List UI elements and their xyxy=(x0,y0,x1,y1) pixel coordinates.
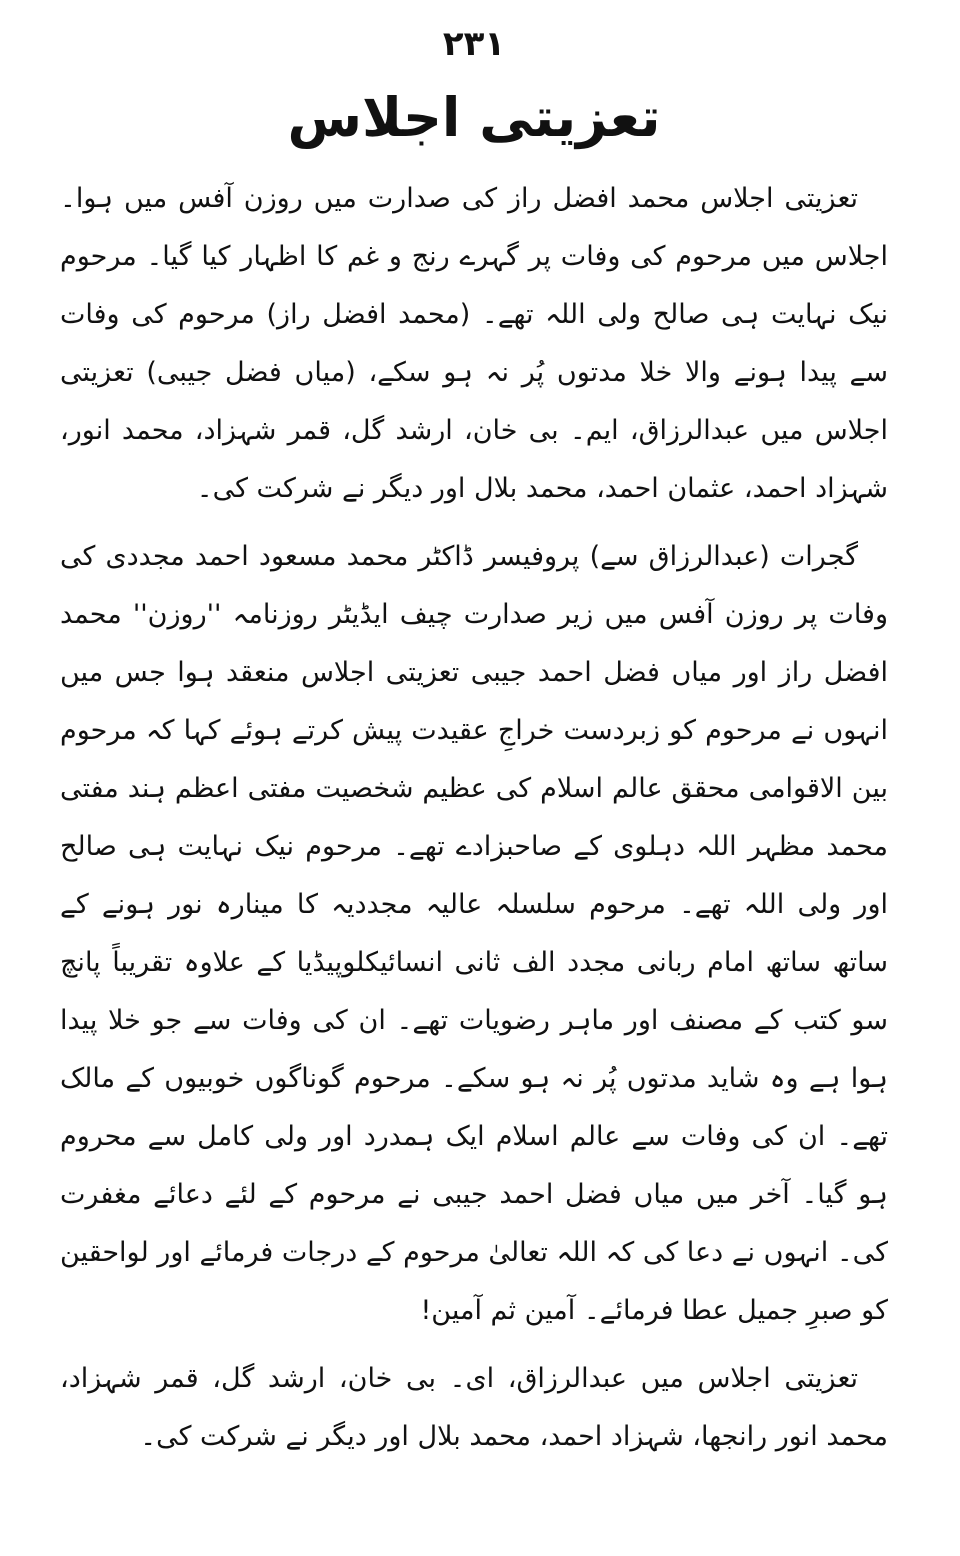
paragraph-3: تعزیتی اجلاس میں عبدالرزاق، ای۔ بی خان، ارشد گل، قمر شہزاد، محمد انور رانجھا، شہزاد احمد، محمد بلال اور دیگر نے شرکت کی۔ xyxy=(60,1363,888,1452)
paragraph-1: تعزیتی اجلاس محمد افضل راز کی صدارت میں روزن آفس میں ہوا۔ اجلاس میں مرحوم کی وفات پر گہرے رنج و غم کا اظہار کیا گیا۔ مرحوم نیک نہایت ہی صالح ولی اللہ تھے۔ (محمد افضل راز) مرحوم کی وفات سے پیدا ہونے والا خلا مدتوں پُر نہ ہو سکے، (میاں فضل جیبی) تعزیتی اجلاس میں عبدالرزاق، ایم۔ بی خان، ارشد گل، قمر شہزاد، محمد انور، شہزاد احمد، عثمان احمد، محمد بلال اور دیگر نے شرکت کی۔ xyxy=(60,183,888,504)
page-number: ۲۳۱ xyxy=(442,24,506,64)
page-title: تعزیتی اجلاس xyxy=(287,86,661,149)
paragraph-2: گجرات (عبدالرزاق سے) پروفیسر ڈاکٹر محمد مسعود احمد مجددی کی وفات پر روزن آفس میں زیر صدارت چیف ایڈیٹر روزنامہ ''روزن'' محمد افضل راز اور میاں فضل احمد جیبی تعزیتی اجلاس منعقد ہوا جس میں انہوں نے مرحوم کو زبردست خراجِ عقیدت پیش کرتے ہوئے کہا کہ مرحوم بین الاقوامی محقق عالم اسلام کی عظیم شخصیت مفتی اعظم ہند مفتی محمد مظہر اللہ دہلوی کے صاحبزادے تھے۔ مرحوم نیک نہایت ہی صالح اور ولی اللہ تھے۔ مرحوم سلسلہ عالیہ مجددیہ کا مینارہ نور ہونے کے ساتھ ساتھ امام ربانی مجدد الف ثانی انسائیکلوپیڈیا کے علاوہ تقریباً پانچ سو کتب کے مصنف اور ماہر رضویات تھے۔ ان کی وفات سے جو خلا پیدا ہوا ہے وہ شاید مدتوں پُر نہ ہو سکے۔ مرحوم گوناگوں خوبیوں کے مالک تھے۔ ان کی وفات سے عالم اسلام ایک ہمدرد اور ولی کامل سے محروم ہو گیا۔ آخر میں میاں فضل احمد جیبی نے مرحوم کے لئے دعائے مغفرت کی۔ انہوں نے دعا کی کہ اللہ تعالیٰ مرحوم کے درجات فرمائے اور لواحقین کو صبرِ جمیل عطا فرمائے۔ آمین ثم آمین! xyxy=(60,541,888,1326)
